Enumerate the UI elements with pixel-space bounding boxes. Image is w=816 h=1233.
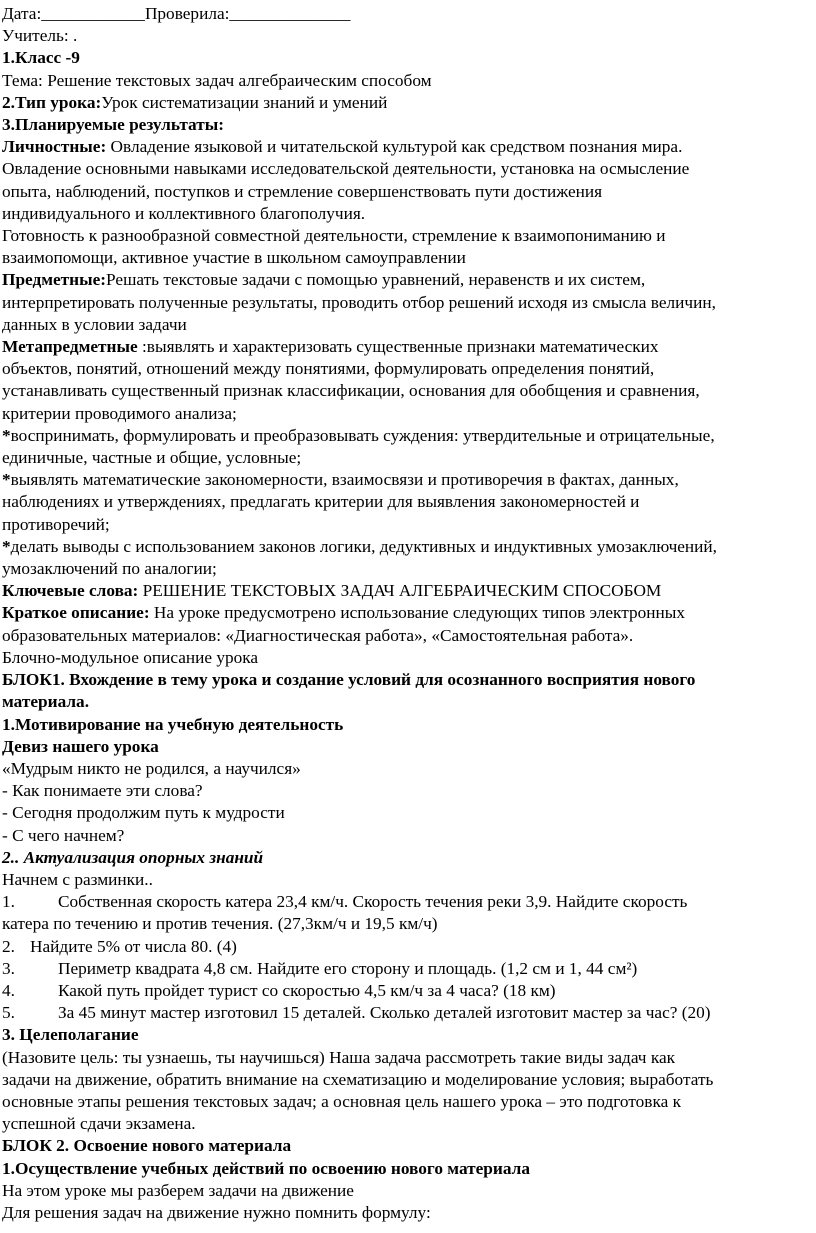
- text-line: Решать текстовые задачи с помощью уравнений, неравенств и их систем,: [106, 270, 646, 290]
- text-line: наблюдениях и утверждениях, предлагать критерии для выявления закономерностей и: [2, 492, 640, 512]
- class-label: Класс -9: [14, 48, 80, 68]
- text-line: 2.. Актуализация опорных знаний: [2, 847, 264, 867]
- text-line: 2.: [2, 936, 15, 956]
- text-line: - Как понимаете эти слова?: [2, 781, 203, 801]
- text-line: За 45 минут мастер изготовил 15 деталей. Сколько деталей изготовит мастер за час? (20): [58, 1003, 711, 1023]
- motto: «Мудрым никто не родился, а научился»: [2, 758, 301, 778]
- text-line: воспринимать, формулировать и преобразовывать суждения: утвердительные и отрицательные,: [10, 425, 715, 445]
- personal-section: [2, 136, 814, 269]
- text-line: данных в условии задачи: [2, 314, 187, 334]
- text-line: Начнем с разминки..: [2, 869, 153, 889]
- text-line: - Сегодня продолжим путь к мудрости: [2, 803, 285, 823]
- subject-label: Предметные:: [2, 270, 107, 290]
- text-line: 1.Осуществление учебных действий по освоению нового материала: [2, 1158, 530, 1178]
- text-line: умозаключений по аналогии;: [2, 559, 217, 579]
- text-line: Краткое описание:: [2, 603, 150, 623]
- task-1: [2, 891, 814, 913]
- text-line: критерии проводимого анализа;: [2, 403, 237, 423]
- text-line: 1.: [2, 892, 15, 912]
- text-line: 3. Целеполагание: [2, 1025, 139, 1045]
- topic-line: [2, 70, 814, 92]
- lesson-type-line: [2, 92, 814, 114]
- text-line: Ключевые слова:: [2, 581, 139, 601]
- block-description: Блочно-модульное описание урока: [2, 647, 259, 667]
- text-line: 5.: [2, 1003, 15, 1023]
- text-line: индивидуального и коллективного благополучия.: [2, 203, 366, 223]
- text-line: опыта, наблюдений, поступков и стремление совершенствовать пути достижения: [2, 181, 603, 201]
- text-line: Периметр квадрата 4,8 см. Найдите его сторону и площадь. (1,2 см и 1, 44 см²): [58, 958, 638, 978]
- text-line: 4.: [2, 980, 15, 1000]
- task-5: [2, 1002, 814, 1024]
- text-line: Найдите 5% от числа 80. (4): [30, 936, 237, 956]
- text-line: образовательных материалов: «Диагностическая работа», «Самостоятельная работа».: [2, 625, 634, 645]
- class-num: 1.: [2, 48, 15, 68]
- keywords-line: [2, 580, 814, 602]
- text-line: 1.Мотивирование на учебную деятельность: [2, 714, 344, 734]
- date-label: Дата:____________: [2, 4, 145, 23]
- text-line: взаимопомощи, активное участие в школьном самоуправлении: [2, 248, 466, 268]
- text-line: РЕШЕНИЕ ТЕКСТОВЫХ ЗАДАЧ АЛГЕБРАИЧЕСКИМ СПОСОБОМ: [138, 581, 662, 601]
- teacher-line: Учитель: .: [2, 26, 78, 46]
- text-line: противоречий;: [2, 514, 110, 534]
- block1-section: [2, 669, 814, 847]
- text-line: Девиз нашего урока: [2, 736, 159, 756]
- text-line: задачи на движение, обратить внимание на схематизацию и моделирование условия; выработать: [2, 1069, 714, 1089]
- header-date-line: [2, 3, 814, 25]
- text-line: делать выводы с использованием законов логики, дедуктивных и индуктивных умозаключений,: [10, 536, 718, 556]
- text-line: единичные, частные и общие, условные;: [2, 448, 302, 468]
- meta-section: [2, 336, 814, 580]
- text-line: 3.: [2, 958, 15, 978]
- text-line: На этом уроке мы разберем задачи на движение: [2, 1180, 354, 1200]
- brief-section: [2, 602, 814, 646]
- topic-label: Тема:: [2, 70, 48, 90]
- topic-text: Решение текстовых задач алгебраическим способом: [47, 70, 432, 90]
- block2-section: [2, 1135, 814, 1224]
- personal-label: Личностные:: [2, 137, 107, 157]
- task-4: [2, 980, 814, 1002]
- actualization-section: [2, 847, 814, 1025]
- results-heading: [2, 114, 814, 136]
- text-line: Овладение основными навыками исследовательской деятельности, установка на осмысление: [2, 159, 690, 179]
- checked-label: Проверила:______________: [144, 4, 351, 23]
- text-line: интерпретировать полученные результаты, проводить отбор решений исходя из смысла величин,: [2, 292, 716, 312]
- text-line: БЛОК1. Вхождение в тему урока и создание условий для осознанного восприятия нового: [2, 670, 696, 690]
- text-line: объектов, понятий, отношений между понятиями, формулировать определения понятий,: [2, 359, 655, 379]
- text-line: - С чего начнем?: [2, 825, 125, 845]
- lesson-type-label: 2.Тип урока:: [2, 92, 102, 112]
- text-line: *: [2, 425, 11, 445]
- text-line: успешной сдачи экзамена.: [2, 1114, 196, 1134]
- text-line: 3.Планируемые результаты:: [2, 115, 224, 135]
- meta-bullet-2: [2, 469, 814, 491]
- text-line: Овладение языковой и читательской культурой как средством познания мира.: [106, 137, 683, 157]
- goal-section: [2, 1024, 814, 1135]
- text-line: устанавливать существенный признак классификации, основания для обобщения и сравнения,: [2, 381, 700, 401]
- text-line: Собственная скорость катера 23,4 км/ч. Скорость течения реки 3,9. Найдите скорость: [58, 892, 688, 912]
- text-line: основные этапы решения текстовых задач; а основная цель нашего урока – это подготовка к: [2, 1091, 681, 1111]
- task-3: [2, 958, 814, 980]
- meta-label: Метапредметные: [2, 337, 138, 357]
- class-line: [2, 47, 814, 69]
- text-line: Готовность к разнообразной совместной деятельности, стремление к взаимопониманию и: [2, 226, 666, 246]
- text-line: БЛОК 2. Освоение нового материала: [2, 1136, 292, 1156]
- text-line: *: [2, 536, 11, 556]
- text-line: Для решения задач на движение нужно помнить формулу:: [2, 1202, 431, 1222]
- text-line: Какой путь пройдет турист со скоростью 4,5 км/ч за 4 часа? (18 км): [58, 980, 556, 1000]
- meta-bullet-3: [2, 536, 814, 558]
- text-line: На уроке предусмотрено использование следующих типов электронных: [149, 603, 686, 623]
- text-line: :выявлять и характеризовать существенные признаки математических: [137, 337, 659, 357]
- text-line: *: [2, 470, 11, 490]
- subject-section: [2, 269, 814, 336]
- meta-bullet-1: [2, 425, 814, 447]
- text-line: выявлять математические закономерности, взаимосвязи и противоречия в фактах, данных,: [10, 470, 679, 490]
- lesson-type-text: Урок систематизации знаний и умений: [101, 92, 388, 112]
- text-line: (Назовите цель: ты узнаешь, ты научишься) Наша задача рассмотреть такие виды задач как: [2, 1047, 676, 1067]
- text-line: материала.: [2, 692, 90, 712]
- task-2: [2, 936, 814, 958]
- text-line: катера по течению и против течения. (27,3км/ч и 19,5 км/ч): [2, 914, 438, 934]
